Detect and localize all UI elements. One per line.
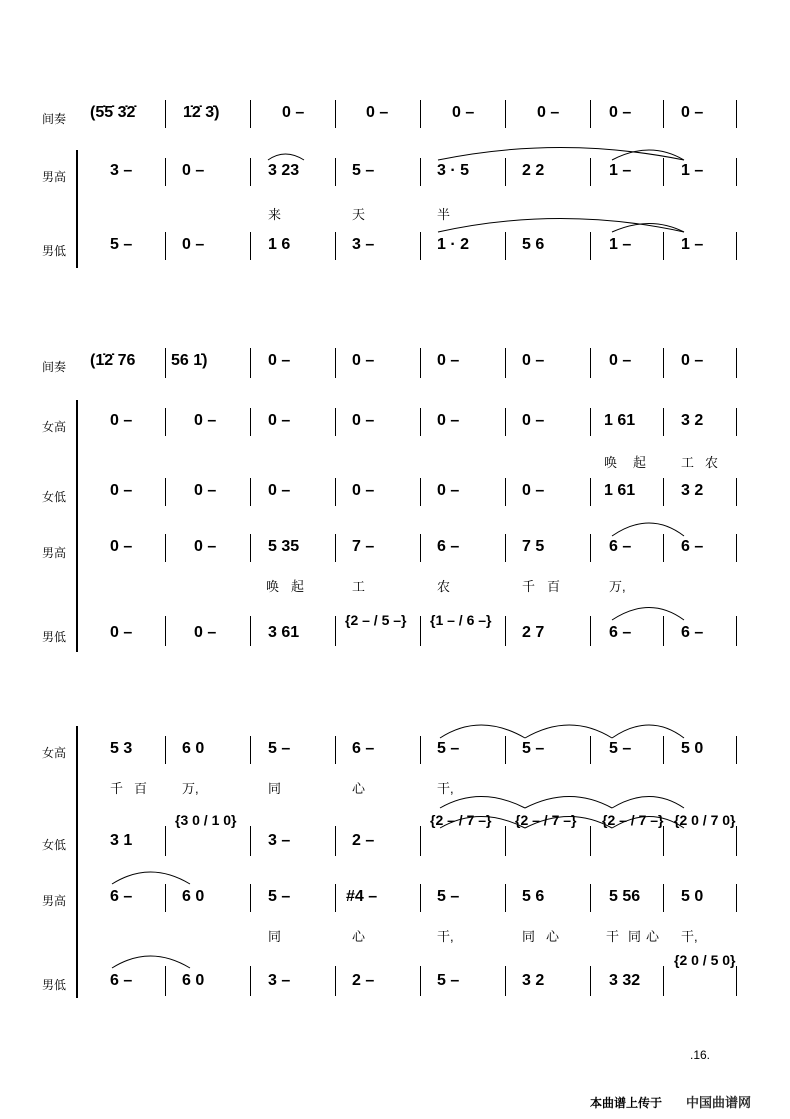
page-number: .16. bbox=[690, 1048, 711, 1062]
bass-bar-8: 6 – bbox=[681, 624, 704, 641]
interlude-bar-7: 0 – bbox=[609, 352, 632, 369]
tenor-bar-2: 6 0 bbox=[182, 888, 205, 905]
tenor-bar-6: 5 6 bbox=[522, 888, 545, 905]
lyric: 同 bbox=[268, 781, 282, 796]
bass-bar-5: 1 · 2 bbox=[437, 236, 470, 253]
interlude-bar-8: 0 – bbox=[681, 352, 704, 369]
bass-bar-2: 0 – bbox=[182, 236, 205, 253]
interlude-bar-5: 0 – bbox=[452, 104, 475, 121]
lyric: 心 bbox=[352, 781, 366, 796]
interlude-bar-5: 0 – bbox=[437, 352, 460, 369]
soprano-bar-6: 5 – bbox=[522, 740, 545, 757]
part-label: 男高 bbox=[42, 894, 67, 908]
slur bbox=[525, 725, 612, 738]
slur bbox=[612, 797, 684, 809]
lyric: 干 bbox=[606, 929, 620, 944]
bass-bar-5: {1 – / 6 –} bbox=[430, 612, 492, 628]
interlude-bar-8: 0 – bbox=[681, 104, 704, 121]
lyric: 天 bbox=[352, 207, 366, 222]
interlude-bar-2: 1̇2̇ 3̇) bbox=[183, 104, 220, 121]
alto-bar-7: {2 – / 7 –} bbox=[602, 812, 664, 828]
soprano-bar-4: 6 – bbox=[352, 740, 375, 757]
tenor-bar-4: 5 – bbox=[352, 162, 375, 179]
bass-bar-4: 2 – bbox=[352, 972, 375, 989]
slur bbox=[440, 797, 525, 809]
alto-bar-1: 0 – bbox=[110, 482, 133, 499]
lyric: 千 bbox=[110, 781, 124, 796]
slur bbox=[112, 872, 190, 884]
interlude-bar-6: 0 – bbox=[522, 352, 545, 369]
bass-bar-2: 0 – bbox=[194, 624, 217, 641]
lyric: 心 bbox=[646, 929, 660, 944]
soprano-bar-8: 3 2 bbox=[681, 412, 704, 429]
tenor-bar-2: 0 – bbox=[182, 162, 205, 179]
bass-bar-3: 1 6 bbox=[268, 236, 291, 253]
alto-bar-3: 0 – bbox=[268, 482, 291, 499]
lyric: 心 bbox=[352, 929, 366, 944]
lyric: 唤 bbox=[266, 579, 280, 594]
lyric: 干, bbox=[681, 929, 698, 944]
interlude-bar-1: (1̇2̇ 76 bbox=[90, 352, 136, 369]
alto-bar-7: 1 61 bbox=[604, 482, 636, 499]
site-logo: 中国曲谱网 bbox=[686, 1095, 752, 1110]
tenor-bar-6: 2 2 bbox=[522, 162, 545, 179]
tenor-bar-1: 6 – bbox=[110, 888, 133, 905]
lyric: 同 bbox=[522, 929, 536, 944]
lyric: 农 bbox=[437, 579, 451, 594]
tenor-bar-3: 5 35 bbox=[268, 538, 300, 555]
slur bbox=[612, 224, 684, 233]
bass-bar-6: 3 2 bbox=[522, 972, 545, 989]
soprano-bar-5: 0 – bbox=[437, 412, 460, 429]
slur bbox=[612, 725, 684, 738]
interlude-bar-4: 0 – bbox=[352, 352, 375, 369]
bass-bar-1: 5 – bbox=[110, 236, 133, 253]
soprano-bar-7: 1 61 bbox=[604, 412, 636, 429]
tenor-bar-8: 6 – bbox=[681, 538, 704, 555]
tenor-bar-5: 5 – bbox=[437, 888, 460, 905]
interlude-bar-7: 0 – bbox=[609, 104, 632, 121]
lyric: 半 bbox=[437, 207, 451, 222]
alto-bar-1: 3 1 bbox=[110, 832, 133, 849]
slur bbox=[612, 608, 684, 621]
footer-text: 本曲谱上传于 bbox=[590, 1096, 663, 1110]
bass-bar-3: 3 – bbox=[268, 972, 291, 989]
bass-bar-7: 6 – bbox=[609, 624, 632, 641]
tenor-bar-3: 5 – bbox=[268, 888, 291, 905]
part-label: 间奏 bbox=[42, 360, 67, 374]
soprano-bar-1: 0 – bbox=[110, 412, 133, 429]
tenor-bar-6: 7 5 bbox=[522, 538, 545, 555]
soprano-bar-2: 6 0 bbox=[182, 740, 205, 757]
lyric: 起 bbox=[633, 455, 647, 470]
lyric: 唤 bbox=[604, 455, 618, 470]
alto-bar-4: 2 – bbox=[352, 832, 375, 849]
alto-bar-6: {2 – / 7 –} bbox=[515, 812, 577, 828]
interlude-bar-1: (5̇5̇ 3̇2̇ bbox=[90, 104, 136, 121]
bass-bar-8: 1 – bbox=[681, 236, 704, 253]
soprano-bar-7: 5 – bbox=[609, 740, 632, 757]
tenor-bar-8: 1 – bbox=[681, 162, 704, 179]
soprano-bar-3: 5 – bbox=[268, 740, 291, 757]
slur bbox=[268, 154, 304, 160]
alto-bar-8: 3 2 bbox=[681, 482, 704, 499]
alto-bar-8: {2 0 / 7 0} bbox=[674, 812, 736, 828]
interlude-bar-3: 0 – bbox=[268, 352, 291, 369]
bass-bar-7: 3 32 bbox=[609, 972, 641, 989]
tenor-bar-4: #4 – bbox=[346, 888, 378, 905]
part-label: 男高 bbox=[42, 170, 67, 184]
lyric: 工 bbox=[352, 579, 366, 594]
part-label: 男低 bbox=[42, 978, 67, 992]
slur bbox=[440, 817, 525, 829]
tenor-bar-4: 7 – bbox=[352, 538, 375, 555]
slur bbox=[525, 797, 612, 809]
lyric: 同 bbox=[268, 929, 282, 944]
lyric: 心 bbox=[546, 929, 560, 944]
part-label: 女高 bbox=[42, 746, 67, 760]
lyric: 百 bbox=[547, 579, 561, 594]
tenor-bar-1: 3 – bbox=[110, 162, 133, 179]
lyric: 起 bbox=[291, 579, 305, 594]
slur bbox=[525, 817, 612, 829]
bass-bar-3: 3 61 bbox=[268, 624, 300, 641]
soprano-bar-6: 0 – bbox=[522, 412, 545, 429]
bass-bar-7: 1 – bbox=[609, 236, 632, 253]
lyric: 百 bbox=[134, 781, 148, 796]
slur bbox=[612, 150, 684, 160]
bass-bar-4: {2 – / 5 –} bbox=[345, 612, 407, 628]
lyric: 千 bbox=[522, 579, 536, 594]
part-label: 女低 bbox=[42, 838, 67, 852]
soprano-bar-2: 0 – bbox=[194, 412, 217, 429]
bass-bar-1: 6 – bbox=[110, 972, 133, 989]
bass-bar-1: 0 – bbox=[110, 624, 133, 641]
interlude-bar-2: 56 1̇) bbox=[171, 352, 208, 369]
part-label: 女低 bbox=[42, 490, 67, 504]
lyric: 万, bbox=[609, 579, 626, 594]
alto-bar-5: {2 – / 7 –} bbox=[430, 812, 492, 828]
alto-bar-4: 0 – bbox=[352, 482, 375, 499]
alto-bar-2: 0 – bbox=[194, 482, 217, 499]
bass-bar-2: 6 0 bbox=[182, 972, 205, 989]
alto-bar-2: {3 0 / 1 0} bbox=[175, 812, 237, 828]
part-label: 男低 bbox=[42, 630, 67, 644]
lyric: 同 bbox=[628, 929, 642, 944]
alto-bar-6: 0 – bbox=[522, 482, 545, 499]
interlude-bar-4: 0 – bbox=[366, 104, 389, 121]
bass-bar-6: 2 7 bbox=[522, 624, 545, 641]
soprano-bar-1: 5 3 bbox=[110, 740, 133, 757]
lyric: 来 bbox=[268, 207, 282, 222]
tenor-bar-8: 5 0 bbox=[681, 888, 704, 905]
interlude-bar-3: 0 – bbox=[282, 104, 305, 121]
interlude-bar-6: 0 – bbox=[537, 104, 560, 121]
slur bbox=[440, 725, 525, 738]
soprano-bar-4: 0 – bbox=[352, 412, 375, 429]
soprano-bar-8: 5 0 bbox=[681, 740, 704, 757]
soprano-bar-3: 0 – bbox=[268, 412, 291, 429]
tenor-bar-7: 6 – bbox=[609, 538, 632, 555]
slur bbox=[112, 956, 190, 968]
tenor-bar-2: 0 – bbox=[194, 538, 217, 555]
tenor-bar-7: 5 56 bbox=[609, 888, 641, 905]
bass-bar-4: 3 – bbox=[352, 236, 375, 253]
tenor-bar-5: 3 · 5 bbox=[437, 162, 470, 179]
bass-bar-8: {2 0 / 5 0} bbox=[674, 952, 736, 968]
lyric: 工 bbox=[681, 455, 695, 470]
slur bbox=[438, 148, 684, 161]
part-label: 间奏 bbox=[42, 112, 67, 126]
alto-bar-5: 0 – bbox=[437, 482, 460, 499]
tenor-bar-5: 6 – bbox=[437, 538, 460, 555]
tenor-bar-1: 0 – bbox=[110, 538, 133, 555]
part-label: 女高 bbox=[42, 420, 67, 434]
lyric: 万, bbox=[182, 781, 199, 796]
bass-bar-5: 5 – bbox=[437, 972, 460, 989]
soprano-bar-5: 5 – bbox=[437, 740, 460, 757]
bass-bar-6: 5 6 bbox=[522, 236, 545, 253]
slur bbox=[612, 817, 684, 829]
lyric: 干, bbox=[437, 781, 454, 796]
tenor-bar-3: 3 23 bbox=[268, 162, 300, 179]
tenor-bar-7: 1 – bbox=[609, 162, 632, 179]
alto-bar-3: 3 – bbox=[268, 832, 291, 849]
slur bbox=[438, 219, 684, 233]
part-label: 男高 bbox=[42, 546, 67, 560]
lyric: 干, bbox=[437, 929, 454, 944]
part-label: 男低 bbox=[42, 244, 67, 258]
lyric: 农 bbox=[705, 455, 719, 470]
slur bbox=[612, 523, 684, 536]
